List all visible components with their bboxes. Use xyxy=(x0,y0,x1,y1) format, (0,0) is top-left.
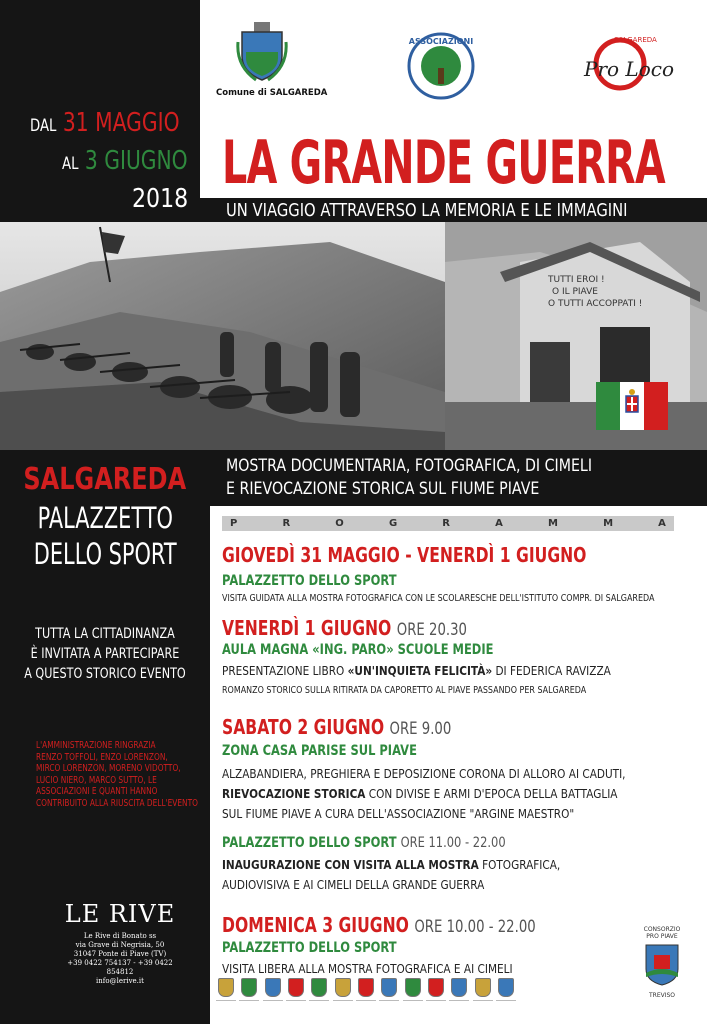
municipality-crest-icon xyxy=(216,978,236,1016)
municipality-crest-icon xyxy=(333,978,353,1016)
thanks-line2: RENZO TOFFOLI, ENZO LORENZON, xyxy=(36,751,168,763)
sponsor-block xyxy=(60,900,180,986)
consorzio-line1: CONSORZIO xyxy=(643,926,681,933)
venue-town: SALGAREDA xyxy=(23,462,187,497)
sponsor-addr5: info@lerive.it xyxy=(96,977,144,985)
wall-text-3: O TUTTI ACCOPPATI ! xyxy=(548,299,643,309)
program-desc-3b-1 xyxy=(222,857,560,872)
thanks-line1: L'AMMINISTRAZIONE RINGRAZIA xyxy=(36,740,156,751)
thanks-line5: ASSOCIAZIONI E QUANTI HANNO xyxy=(36,786,158,797)
program-desc-2-c: DI FEDERICA RAVIZZA xyxy=(492,663,611,678)
consorzio-line2: PRO PIAVE xyxy=(646,933,678,940)
program-desc-3-3: SUL FIUME PIAVE A CURA DELL'ASSOCIAZIONE "ARGINE MAESTRO" xyxy=(222,806,575,821)
consorzio-crest-icon xyxy=(644,943,680,987)
programma-bar xyxy=(222,516,674,531)
program-desc-2-a: PRESENTAZIONE LIBRO xyxy=(222,663,348,678)
venue-line1: PALAZZETTO xyxy=(37,501,173,535)
program-desc-3b-1-b: INAUGURAZIONE CON VISITA ALLA MOSTRA xyxy=(222,857,479,872)
invite-text xyxy=(0,624,210,684)
programma-letter: R xyxy=(442,518,450,529)
municipality-crest-icon xyxy=(309,978,329,1016)
program-location-4: PALAZZETTO DELLO SPORT xyxy=(222,940,397,956)
program-desc-4: VISITA LIBERA ALLA MOSTRA FOTOGRAFICA E AI CIMELI xyxy=(222,961,513,976)
venue-line2: DELLO SPORT xyxy=(33,537,177,571)
program-day-2-label: VENERDÌ 1 GIUGNO xyxy=(222,616,392,640)
program-desc-2b: ROMANZO STORICO SULLA RITIRATA DA CAPORETTO AL PIAVE PASSANDO PER SALGAREDA xyxy=(222,685,587,696)
programma-letter: M xyxy=(547,518,558,529)
programma-letter: M xyxy=(603,518,614,529)
comune-crest-icon xyxy=(236,22,288,88)
program-day-2-time: ORE 20.30 xyxy=(396,620,467,640)
program-day-3-time: ORE 9.00 xyxy=(389,719,452,739)
proloco-town: SALGAREDA xyxy=(614,36,657,44)
sponsor-address xyxy=(60,932,180,986)
program-desc-3-2-c: CON DIVISE E ARMI D'EPOCA DELLA BATTAGLIA xyxy=(365,786,618,801)
program-desc-3-1: ALZABANDIERA, PREGHIERA E DEPOSIZIONE CORONA DI ALLORO AI CADUTI, xyxy=(222,766,626,781)
event-description xyxy=(226,454,592,500)
event-description-line1: MOSTRA DOCUMENTARIA, FOTOGRAFICA, DI CIMELI xyxy=(226,456,593,475)
date-al: AL xyxy=(62,154,79,174)
sponsor-addr2: via Grave di Negrisia, 50 xyxy=(75,941,165,949)
program-location-3b xyxy=(222,835,506,851)
municipality-crest-icon xyxy=(403,978,423,1016)
program-desc-3b-2: AUDIOVISIVA E AI CIMELI DELLA GRANDE GUERRA xyxy=(222,877,485,892)
program-book-title: «UN'INQUIETA FELICITÀ» xyxy=(347,663,493,678)
date-year: 2018 xyxy=(132,184,189,214)
municipality-crest-icon xyxy=(379,978,399,1016)
programma-letter: O xyxy=(335,518,344,529)
date-start: 31 MAGGIO xyxy=(62,108,180,138)
page-title: LA GRANDE GUERRA xyxy=(222,128,665,198)
invite-line2: È INVITATA A PARTECIPARE xyxy=(30,646,180,662)
thanks-line6: CONTRIBUITO ALLA RIUSCITA DELL'EVENTO xyxy=(36,797,198,809)
thanks-line4: LUCIO NIERO, MARCO SUTTO, LE xyxy=(36,774,157,786)
consorzio-line3: TREVISO xyxy=(648,992,676,999)
thanks-line3: MIRCO LORENZON, MORENO VIDOTTO, xyxy=(36,763,181,774)
municipality-crest-icon xyxy=(263,978,283,1016)
sponsor-addr3: 31047 Ponte di Piave (TV) xyxy=(73,950,167,958)
wall-text-2: O IL PIAVE xyxy=(552,287,598,297)
program-day-3-label: SABATO 2 GIUGNO xyxy=(222,715,385,739)
programma-letter: R xyxy=(282,518,291,529)
comune-label: Comune di SALGAREDA xyxy=(216,88,328,98)
program-location-3b-time: ORE 11.00 - 22.00 xyxy=(400,835,506,851)
program-day-4-label: DOMENICA 3 GIUGNO xyxy=(222,913,409,937)
date-start-line xyxy=(30,108,222,138)
municipality-crest-icon xyxy=(449,978,469,1016)
associazioni-logo-icon xyxy=(406,32,476,104)
programma-letter: P xyxy=(230,518,238,529)
proloco-logo-icon xyxy=(578,28,674,102)
invite-line1: TUTTA LA CITTADINANZA xyxy=(35,626,175,642)
associazioni-label: ASSOCIAZIONI xyxy=(408,37,474,46)
programma-letter: A xyxy=(658,518,666,529)
date-end: 3 GIUGNO xyxy=(84,146,188,176)
programma-letter: G xyxy=(388,518,398,529)
program-day-4 xyxy=(222,913,536,937)
invite-line3: A QUESTO STORICO EVENTO xyxy=(24,666,186,682)
sponsor-addr4: +39 0422 754137 - +39 0422 854812 xyxy=(67,959,173,976)
page-subtitle: UN VIAGGIO ATTRAVERSO LA MEMORIA E LE IMMAGINI xyxy=(226,200,628,221)
program-day-3 xyxy=(222,715,451,739)
program-desc-2 xyxy=(222,663,611,678)
program-desc-3-2-b: RIEVOCAZIONE STORICA xyxy=(222,786,366,801)
municipality-crest-icon xyxy=(356,978,376,1016)
date-dal: DAL xyxy=(30,116,57,136)
program-desc-3-2 xyxy=(222,786,617,801)
event-description-line2: E RIEVOCAZIONE STORICA SUL FIUME PIAVE xyxy=(226,479,540,498)
program-desc-3b-1-c: FOTOGRAFICA, xyxy=(478,857,561,872)
programma-letter: A xyxy=(495,518,503,529)
proloco-label: Pro Loco xyxy=(584,57,674,81)
date-end-line xyxy=(62,146,223,176)
historic-photo xyxy=(0,222,707,450)
municipality-crest-icon xyxy=(239,978,259,1016)
municipality-crest-icon xyxy=(473,978,493,1016)
municipality-crest-icon xyxy=(286,978,306,1016)
consorzio-block xyxy=(632,926,692,999)
program-location-3: ZONA CASA PARISE SUL PIAVE xyxy=(222,743,417,759)
program-location-2: AULA MAGNA «ING. PARO» SCUOLE MEDIE xyxy=(222,642,494,658)
sponsor-logo: LE RIVE xyxy=(64,900,176,928)
program-location-1: PALAZZETTO DELLO SPORT xyxy=(222,573,397,589)
thanks-text xyxy=(36,740,196,809)
wall-text-1: TUTTI EROI ! xyxy=(548,275,605,285)
program-desc-1: VISITA GUIDATA ALLA MOSTRA FOTOGRAFICA CON LE SCOLARESCHE DELL'ISTITUTO COMPR. DI SALGAREDA xyxy=(222,593,655,604)
municipality-crest-icon xyxy=(496,978,516,1016)
program-day-2 xyxy=(222,616,467,640)
program-day-1: GIOVEDÌ 31 MAGGIO - VENERDÌ 1 GIUGNO xyxy=(222,543,587,567)
program-day-4-time: ORE 10.00 - 22.00 xyxy=(414,917,536,937)
venue-name xyxy=(0,500,210,572)
sponsor-addr1: Le Rive di Bonato ss xyxy=(83,932,157,940)
municipality-crest-icon xyxy=(426,978,446,1016)
program-location-3b-label: PALAZZETTO DELLO SPORT xyxy=(222,835,397,851)
date-year-line xyxy=(132,184,198,214)
italian-flag-icon xyxy=(596,382,668,430)
municipality-logos xyxy=(216,978,516,1016)
